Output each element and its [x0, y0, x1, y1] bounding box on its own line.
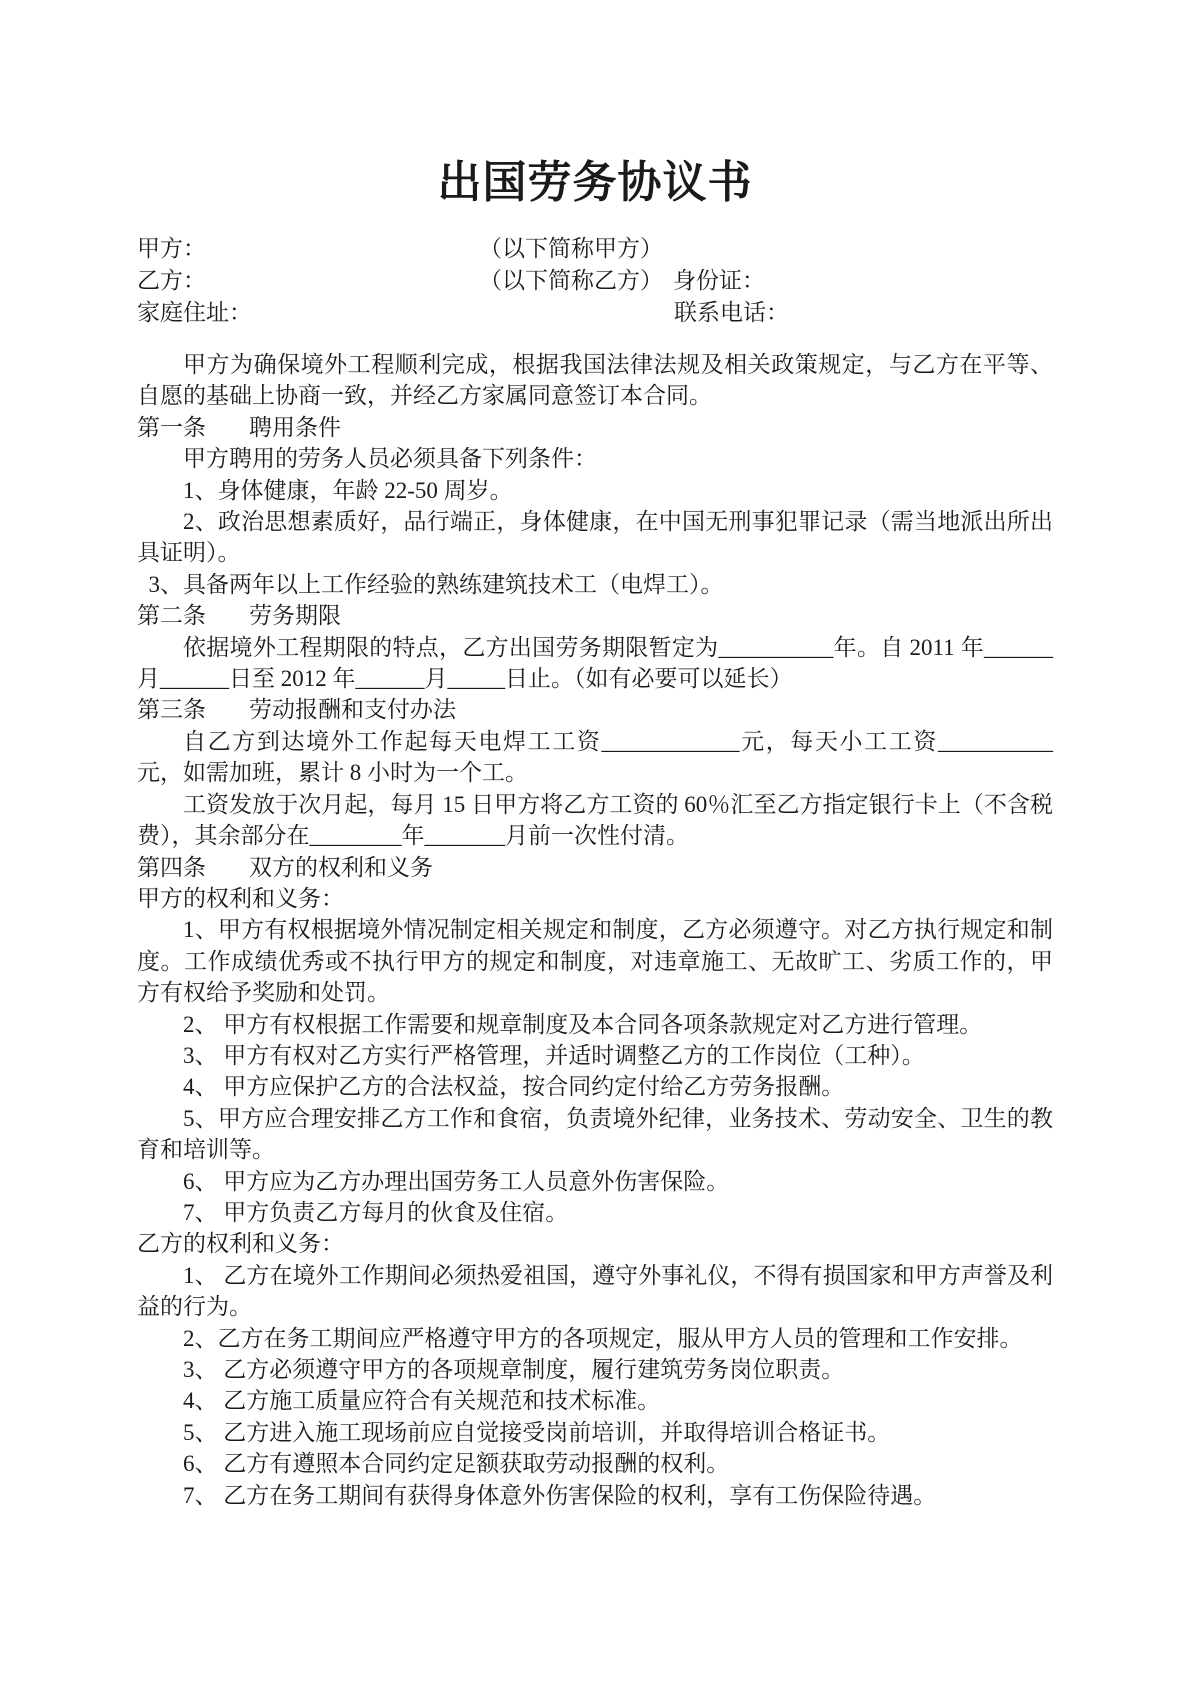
paragraph: 7、 乙方在务工期间有获得身体意外伤害保险的权利，享有工伤保险待遇。: [183, 1482, 937, 1508]
paragraph: 3、具备两年以上工作经验的熟练建筑技术工（电焊工）。: [148, 571, 724, 597]
document-title: 出国劳务协议书: [437, 158, 753, 207]
party-b-label: 乙方：: [137, 268, 206, 293]
section-title: 双方的权利和义务: [249, 854, 433, 880]
contract-body: [137, 349, 1053, 1511]
paragraph: 5、甲方应合理安排乙方工作和食宿，负责境外纪律，业务技术、劳动安全、卫生的教育和培训等。: [137, 1105, 1053, 1163]
phone-label: 联系电话：: [674, 300, 789, 325]
party-b-row: [137, 265, 1053, 297]
section-number: 第二条: [137, 603, 206, 629]
paragraph: 2、乙方在务工期间应严格遵守甲方的各项规定，服从甲方人员的管理和工作安排。: [183, 1325, 1023, 1351]
paragraph: 6、 乙方有遵照本合同约定足额获取劳动报酬的权利。: [183, 1451, 730, 1477]
address-row: [137, 297, 1053, 329]
paragraph: 1、 乙方在境外工作期间必须热爱祖国，遵守外事礼仪，不得有损国家和甲方声誉及利益的行为。: [137, 1262, 1053, 1320]
paragraph: 1、身体健康，年龄 22-50 周岁。: [183, 477, 513, 503]
paragraph: 2、 甲方有权根据工作需要和规章制度及本合同各项条款规定对乙方进行管理。: [183, 1011, 983, 1037]
section-number: 第四条: [137, 854, 206, 880]
paragraph: 5、 乙方进入施工现场前应自觉接受岗前培训，并取得培训合格证书。: [183, 1419, 891, 1445]
section-heading: [137, 412, 1053, 443]
section-heading: [137, 600, 1053, 631]
section-title: 劳务期限: [249, 603, 341, 629]
paragraph: 3、 乙方必须遵守甲方的各项规章制度，履行建筑劳务岗位职责。: [183, 1357, 845, 1382]
party-b-short-name: （以下简称乙方）: [479, 268, 663, 293]
section-title: 聘用条件: [249, 414, 341, 440]
paragraph: 甲方聘用的劳务人员必须具备下列条件：: [183, 446, 597, 472]
paragraph: 依据境外工程期限的特点，乙方出国劳务期限暂定为__________年。自 2011 年______月______日至 2012 年______月_____日止。（如有必要可以延长）: [137, 634, 1053, 692]
paragraph: 乙方的权利和义务：: [137, 1231, 344, 1257]
paragraph: 2、政治思想素质好，品行端正，身体健康，在中国无刑事犯罪记录（需当地派出所出具证明）。: [137, 509, 1053, 566]
section-title: 劳动报酬和支付办法: [249, 697, 456, 723]
section-number: 第三条: [137, 697, 206, 723]
id-number-label: 身份证：: [673, 268, 765, 293]
paragraph: 甲方的权利和义务：: [137, 885, 344, 911]
section-heading: [137, 694, 1053, 725]
paragraph: 甲方为确保境外工程顺利完成，根据我国法律法规及相关政策规定，与乙方在平等、自愿的基础上协商一致，并经乙方家属同意签订本合同。: [137, 352, 1053, 409]
home-address-label: 家庭住址：: [137, 300, 252, 325]
paragraph: 7、 甲方负责乙方每月的伙食及住宿。: [183, 1199, 569, 1225]
section-heading: [137, 852, 1053, 883]
paragraph: 1、甲方有权根据境外情况制定相关规定和制度，乙方必须遵守。对乙方执行规定和制度。工作成绩优秀或不执行甲方的规定和制度，对违章施工、无故旷工、劣质工作的，甲方有权给予奖励和处罚。: [137, 917, 1053, 1006]
paragraph: 6、 甲方应为乙方办理出国劳务工人员意外伤害保险。: [183, 1168, 730, 1194]
paragraph: 3、 甲方有权对乙方实行严格管理，并适时调整乙方的工作岗位（工种）。: [183, 1042, 925, 1068]
party-a-label: 甲方：: [137, 236, 206, 261]
paragraph: 4、 甲方应保护乙方的合法权益，按合同约定付给乙方劳务报酬。: [183, 1074, 845, 1100]
paragraph: 自乙方到达境外工作起每天电焊工工资____________元，每天小工工资__________元，如需加班，累计 8 小时为一个工。: [137, 728, 1053, 786]
party-b-detail: [479, 265, 765, 297]
parties-header: [137, 233, 1053, 329]
party-a-row: [137, 233, 1053, 265]
party-a-short-name: （以下简称甲方）: [479, 236, 663, 261]
paragraph: 工资发放于次月起，每月 15 日甲方将乙方工资的 60％汇至乙方指定银行卡上（不含税费），其余部分在________年_______月前一次性付清。: [137, 791, 1053, 849]
section-number: 第一条: [137, 414, 206, 440]
paragraph: 4、 乙方施工质量应符合有关规范和技术标准。: [183, 1388, 661, 1414]
